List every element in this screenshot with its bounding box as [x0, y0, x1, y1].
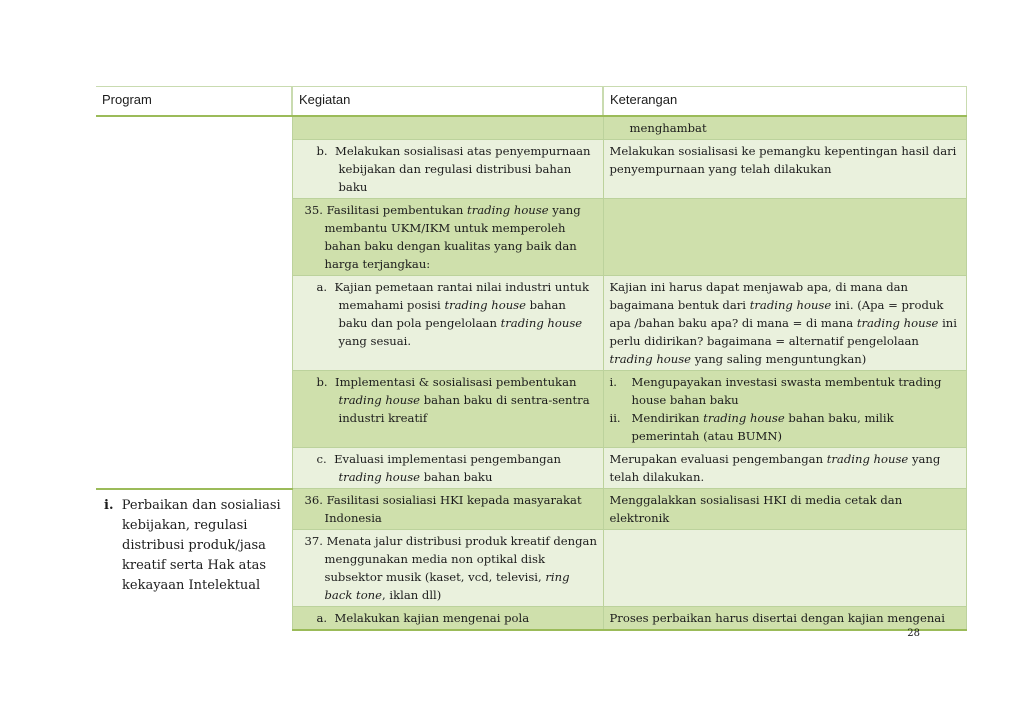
keterangan-text: menghambat [629, 121, 707, 135]
program-cell [96, 489, 292, 631]
list-marker: c. [316, 452, 327, 466]
kegiatan-text-cont: , iklan dll) [382, 588, 442, 602]
kegiatan-italic: trading house [444, 298, 526, 312]
kegiatan-italic: trading house [338, 470, 421, 484]
keterangan-cell [603, 116, 966, 140]
kegiatan-text: Menata jalur distribusi produk kreatif dengan menggunakan media non optikal disk subsektor musik (kaset, vcd, televisi, [324, 534, 597, 584]
keterangan-cell [603, 140, 966, 199]
kegiatan-text: Melakukan sosialisasi atas penyempurnaan kebijakan dan regulasi distribusi bahan baku [334, 144, 591, 194]
kegiatan-cell [292, 140, 603, 199]
keterangan-italic: trading house [826, 452, 909, 466]
header-kegiatan: Kegiatan [292, 87, 603, 117]
kegiatan-cell [292, 448, 603, 489]
keterangan-cell [603, 276, 966, 371]
list-marker: b. [316, 375, 328, 389]
keterangan-italic-3: trading house [609, 352, 692, 366]
keterangan-item-ii: Mendirikan [631, 411, 704, 425]
program-marker: i. [104, 497, 114, 513]
kegiatan-text-end: yang sesuai. [338, 334, 412, 348]
header-keterangan: Keterangan [603, 87, 966, 117]
kegiatan-text-cont: bahan baku di sentra-sentra industri kreatif [338, 393, 590, 425]
program-cell-empty [96, 116, 292, 489]
page-number: 28 [907, 628, 920, 639]
table-row [96, 489, 966, 530]
kegiatan-text: Fasilitasi pembentukan [326, 203, 468, 217]
keterangan-italic: trading house [749, 298, 832, 312]
kegiatan-italic-2: trading house [500, 316, 583, 330]
kegiatan-text-cont: bahan baku dan pola pengelolaan [338, 298, 566, 330]
kegiatan-cell [292, 607, 603, 631]
program-text: Perbaikan dan sosialiasi kebijakan, regulasi distribusi produk/jasa kreatif serta Hak atas kekayaan Intelektual [121, 497, 281, 593]
list-marker: b. [316, 144, 328, 158]
kegiatan-italic: ring back tone [324, 570, 570, 602]
kegiatan-cell [292, 116, 603, 140]
list-number: 37. [304, 534, 323, 548]
keterangan-text: Merupakan evaluasi pengembangan [609, 452, 827, 466]
table-header-row [96, 87, 966, 117]
list-marker: a. [316, 611, 328, 625]
keterangan-cell [603, 448, 966, 489]
kegiatan-italic: trading house [338, 393, 421, 407]
kegiatan-cell [292, 489, 603, 530]
program-table [96, 86, 967, 631]
header-program: Program [96, 87, 292, 117]
kegiatan-cell [292, 371, 603, 448]
keterangan-text-3: ini perlu didirikan? bagaimana = alternatif pengelolaan [609, 316, 957, 348]
kegiatan-text-cont: yang membantu UKM/IKM untuk memperoleh bahan baku dengan kualitas yang baik dan harga terjangkau: [324, 203, 581, 271]
keterangan-text-cont: yang telah dilakukan. [609, 452, 941, 484]
keterangan-text-4: yang saling menguntungkan) [691, 352, 867, 366]
kegiatan-cell [292, 276, 603, 371]
kegiatan-text: Melakukan kajian mengenai pola [334, 611, 530, 625]
kegiatan-text: Kajian pemetaan rantai nilai industri untuk memahami posisi [334, 280, 589, 312]
keterangan-cell [603, 371, 966, 448]
kegiatan-text-cont: bahan baku [420, 470, 493, 484]
keterangan-text: Proses perbaikan harus disertai dengan kajian mengenai [609, 611, 945, 625]
kegiatan-text: Evaluasi implementasi pengembangan [334, 452, 561, 466]
program-item [102, 492, 287, 596]
keterangan-item-ii-cont: bahan baku, milik pemerintah (atau BUMN) [631, 411, 894, 443]
keterangan-cell [603, 489, 966, 530]
kegiatan-cell [292, 199, 603, 276]
keterangan-text: Kajian ini harus dapat menjawab apa, di mana dan bagaimana bentuk dari [609, 280, 909, 312]
roman-marker-ii: ii. [609, 411, 621, 425]
list-number: 35. [304, 203, 323, 217]
table-row [96, 116, 966, 140]
kegiatan-text: Implementasi & sosialisasi pembentukan [334, 375, 577, 389]
list-marker: a. [316, 280, 328, 294]
kegiatan-text: Fasilitasi sosialiasi HKI kepada masyarakat Indonesia [324, 493, 582, 525]
keterangan-cell [603, 199, 966, 276]
kegiatan-cell [292, 530, 603, 607]
list-number: 36. [304, 493, 323, 507]
keterangan-text: Menggalakkan sosialisasi HKI di media cetak dan elektronik [609, 493, 903, 525]
keterangan-text: Melakukan sosialisasi ke pemangku kepentingan hasil dari penyempurnaan yang telah dilakukan [609, 144, 957, 176]
keterangan-italic-2: trading house [856, 316, 939, 330]
keterangan-cell [603, 607, 966, 631]
roman-marker-i: i. [609, 375, 617, 389]
keterangan-italic: trading house [703, 411, 785, 425]
keterangan-cell [603, 530, 966, 607]
keterangan-item-i: Mengupayakan investasi swasta membentuk trading house bahan baku [631, 375, 942, 407]
keterangan-text-2: ini. (Apa = produk apa /bahan baku apa? di mana = di mana [609, 298, 944, 330]
kegiatan-italic: trading house [467, 203, 549, 217]
